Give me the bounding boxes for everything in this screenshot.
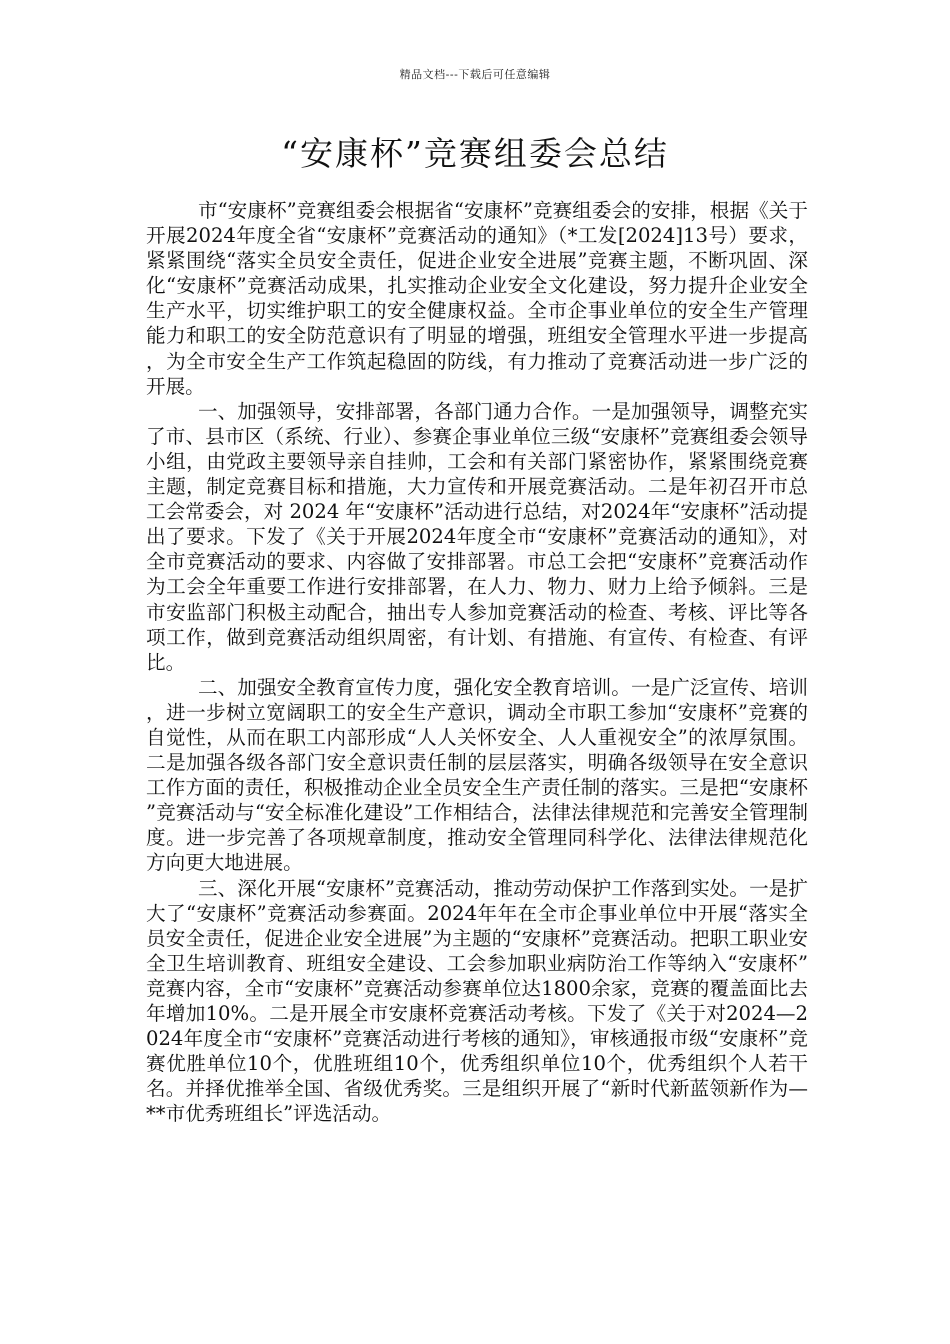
document-title: “安康杯”竞赛组委会总结	[281, 134, 669, 173]
paragraph-intro: 市“安康杯”竞赛组委会根据省“安康杯”竞赛组委会的安排，根据《关于开展2024年度全省“安康杯”竞赛活动的通知》（*工发[2024]13号）要求，紧紧围绕“落实全员安全责任，促进企业安全进展”竞赛主题，不断巩固、深化“安康杯”竞赛活动成果，扎实推动企业安全文化建设，努力提升企业安全生产水平，切实维护职工的安全健康权益。全市企事业单位的安全生产管理能力和职工的安全防范意识有了明显的增强，班组安全管理水平进一步提高，为全市安全生产工作筑起稳固的防线，有力推动了竞赛活动进一步广泛的开展。	[146, 199, 808, 398]
header-note: 精品文档---下载后可任意编辑	[399, 68, 551, 81]
paragraph-section-2: 二、加强安全教育宣传力度，强化安全教育培训。一是广泛宣传、培训，进一步树立宽阔职工的安全生产意识，调动全市职工参加“安康杯”竞赛的自觉性，从而在职工内部形成“人人关怀安全、人人重视安全”的浓厚氛围。二是加强各级各部门安全意识责任制的层层落实，明确各级领导在安全意识工作方面的责任，积极推动企业全员安全生产责任制的落实。三是把“安康杯”竞赛活动与“安全标准化建设”工作相结合，法律法律规范和完善安全管理制度。进一步完善了各项规章制度，推动安全管理同科学化、法律法律规范化方向更大地进展。	[146, 675, 808, 875]
document-body	[146, 198, 808, 1126]
paragraph-section-1: 一、加强领导，安排部署，各部门通力合作。一是加强领导，调整充实了市、县市区（系统、行业）、参赛企事业单位三级“安康杯”竞赛组委会领导小组，由党政主要领导亲自挂帅，工会和有关部门紧密协作，紧紧围绕竞赛主题，制定竞赛目标和措施，大力宣传和开展竞赛活动。二是年初召开市总工会常委会，对 2024 年“安康杯”活动进行总结，对2024年“安康杯”活动提出了要求。下发了《关于开展2024年度全市“安康杯”竞赛活动的通知》，对全市竞赛活动的要求、内容做了安排部署。市总工会把“安康杯”竞赛活动作为工会全年重要工作进行安排部署，在人力、物力、财力上给予倾斜。三是市安监部门积极主动配合，抽出专人参加竞赛活动的检查、考核、评比等各项工作，做到竞赛活动组织周密，有计划、有措施、有宣传、有检查、有评比。	[146, 399, 808, 674]
paragraph-section-3: 三、深化开展“安康杯”竞赛活动，推动劳动保护工作落到实处。一是扩大了“安康杯”竞赛活动参赛面。2024年年在全市企事业单位中开展“落实全员安全责任，促进企业安全进展”为主题的“安康杯”竞赛活动。把职工职业安全卫生培训教育、班组安全建设、工会参加职业病防治工作等纳入“安康杯”竞赛内容，全市“安康杯”竞赛活动参赛单位达1800余家，竞赛的覆盖面比去年增加10%。二是开展全市安康杯竞赛活动考核。下发了《关于对2024—2024年度全市“安康杯”竞赛活动进行考核的通知》，审核通报市级“安康杯”竞赛优胜单位10个，优胜班组10个，优秀组织单位10个，优秀组织个人若干名。并择优推举全国、省级优秀奖。三是组织开展了“新时代新蓝领新作为—**市优秀班组长”评选活动。	[146, 876, 808, 1126]
